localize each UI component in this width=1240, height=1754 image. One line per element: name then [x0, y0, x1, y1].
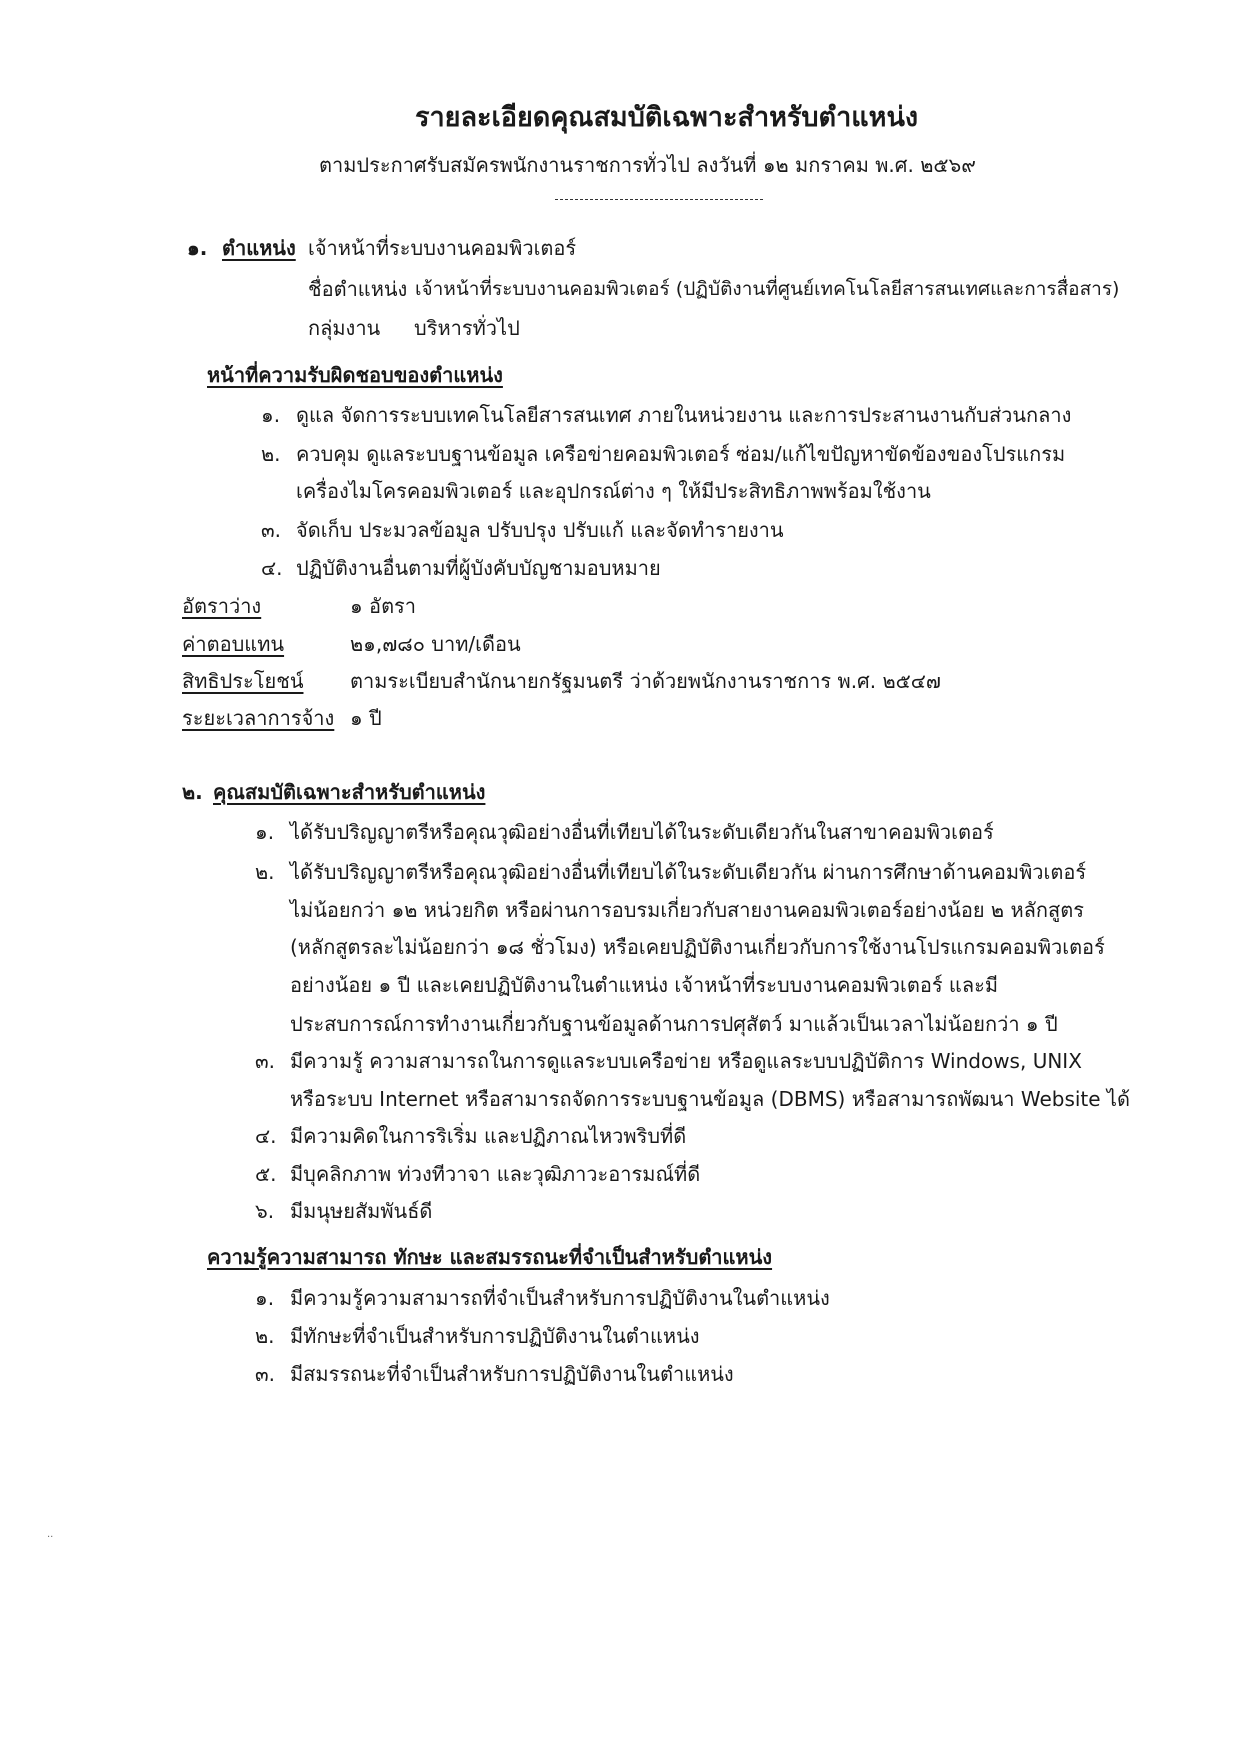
group-value: บริหารทั่วไป [414, 316, 520, 340]
qualification-line: อย่างน้อย ๑ ปี และเคยปฏิบัติงานในตำแหน่ง เจ้าหน้าที่ระบบงานคอมพิวเตอร์ และมี [290, 973, 999, 997]
position-name: เจ้าหน้าที่ระบบงานคอมพิวเตอร์ [308, 236, 577, 260]
qualification-line: ประสบการณ์การทำงานเกี่ยวกับฐานข้อมูลด้านการปศุสัตว์ มาแล้วเป็นเวลาไม่น้อยกว่า ๑ ปี [290, 1012, 1058, 1036]
separator-line [555, 199, 763, 200]
qualification-number: ๖. [255, 1199, 275, 1223]
info-label-benefits: สิทธิประโยชน์ [182, 669, 304, 693]
qualification-line: มีความคิดในการริเริ่ม และปฏิภาณไหวพริบที่ดี [290, 1124, 687, 1148]
duty-line: เครื่องไมโครคอมพิวเตอร์ และอุปกรณ์ต่าง ๆ ให้มีประสิทธิภาพพร้อมใช้งาน [296, 479, 931, 503]
info-value-vacancies: ๑ อัตรา [350, 594, 417, 618]
duty-line: จัดเก็บ ประมวลข้อมูล ปรับปรุง ปรับแก้ และจัดทำรายงาน [296, 518, 784, 542]
document-subtitle: ตามประกาศรับสมัครพนักงานราชการทั่วไป ลงวันที่ ๑๒ มกราคม พ.ศ. ๒๕๖๙ [319, 153, 976, 177]
duty-number: ๒. [261, 442, 281, 466]
qualification-number: ๕. [255, 1162, 277, 1186]
duty-number: ๓. [261, 518, 282, 542]
duty-line: ดูแล จัดการระบบเทคโนโลยีสารสนเทศ ภายในหน่วยงาน และการประสานงานกับส่วนกลาง [296, 403, 1072, 427]
qualification-line: มีมนุษยสัมพันธ์ดี [290, 1199, 433, 1223]
info-value-benefits: ตามระเบียบสำนักนายกรัฐมนตรี ว่าด้วยพนักงานราชการ พ.ศ. ๒๕๔๗ [350, 669, 941, 693]
duty-line: ปฏิบัติงานอื่นตามที่ผู้บังคับบัญชามอบหมาย [296, 556, 661, 580]
skill-line: มีความรู้ความสามารถที่จำเป็นสำหรับการปฏิบัติงานในตำแหน่ง [290, 1286, 830, 1310]
skill-line: มีทักษะที่จำเป็นสำหรับการปฏิบัติงานในตำแหน่ง [290, 1324, 700, 1348]
info-value-duration: ๑ ปี [350, 706, 382, 730]
qualification-line: ได้รับปริญญาตรีหรือคุณวุฒิอย่างอื่นที่เทียบได้ในระดับเดียวกันในสาขาคอมพิวเตอร์ [290, 820, 994, 844]
qualification-number: ๒. [255, 860, 275, 884]
info-label-vacancies: อัตราว่าง [182, 594, 262, 618]
duty-number: ๑. [261, 403, 281, 427]
section2-number: ๒. [182, 780, 203, 804]
qualification-number: ๑. [255, 820, 275, 844]
skill-number: ๓. [255, 1362, 276, 1386]
qualification-line: (หลักสูตรละไม่น้อยกว่า ๑๘ ชั่วโมง) หรือเคยปฏิบัติงานเกี่ยวกับการใช้งานโปรแกรมคอมพิวเตอร์ [290, 935, 1105, 959]
skill-line: มีสมรรถนะที่จำเป็นสำหรับการปฏิบัติงานในตำแหน่ง [290, 1362, 734, 1386]
qualification-line: ได้รับปริญญาตรีหรือคุณวุฒิอย่างอื่นที่เทียบได้ในระดับเดียวกัน ผ่านการศึกษาด้านคอมพิวเตอร์ [290, 860, 1087, 884]
qualification-number: ๓. [255, 1049, 276, 1073]
duties-heading: หน้าที่ความรับผิดชอบของตำแหน่ง [207, 363, 503, 387]
skill-number: ๒. [255, 1324, 275, 1348]
document-title: รายละเอียดคุณสมบัติเฉพาะสำหรับตำแหน่ง [415, 102, 919, 133]
duty-line: ควบคุม ดูแลระบบฐานข้อมูล เครือข่ายคอมพิวเตอร์ ซ่อม/แก้ไขปัญหาขัดข้องของโปรแกรม [296, 442, 1066, 466]
full-title-value: เจ้าหน้าที่ระบบงานคอมพิวเตอร์ (ปฏิบัติงานที่ศูนย์เทคโนโลยีสารสนเทศและการสื่อสาร) [415, 278, 1120, 300]
qualification-line: มีความรู้ ความสามารถในการดูแลระบบเครือข่าย หรือดูแลระบบปฏิบัติการ Windows, UNIX [290, 1049, 1082, 1073]
info-value-compensation: ๒๑,๗๘๐ บาท/เดือน [350, 632, 521, 656]
qualification-number: ๔. [255, 1124, 277, 1148]
info-label-compensation: ค่าตอบแทน [182, 632, 285, 656]
qualification-line: หรือระบบ Internet หรือสามารถจัดการระบบฐานข้อมูล (DBMS) หรือสามารถพัฒนา Website ได้ [290, 1087, 1130, 1111]
section1-heading: ตำแหน่ง [222, 236, 296, 260]
section1-number: ๑. [187, 236, 208, 260]
group-label: กลุ่มงาน [308, 316, 381, 340]
duty-number: ๔. [261, 556, 283, 580]
qualification-line: ไม่น้อยกว่า ๑๒ หน่วยกิต หรือผ่านการอบรมเกี่ยวกับสายงานคอมพิวเตอร์อย่างน้อย ๒ หลักสูตร [290, 898, 1084, 922]
scan-speck: ·· [47, 1532, 54, 1543]
skill-number: ๑. [255, 1286, 275, 1310]
qualification-line: มีบุคลิกภาพ ท่วงทีวาจา และวุฒิภาวะอารมณ์ที่ดี [290, 1162, 701, 1186]
skills-heading: ความรู้ความสามารถ ทักษะ และสมรรถนะที่จำเป็นสำหรับตำแหน่ง [207, 1245, 773, 1269]
section2-heading: คุณสมบัติเฉพาะสำหรับตำแหน่ง [213, 780, 486, 804]
info-label-duration: ระยะเวลาการจ้าง [182, 706, 335, 730]
full-title-label: ชื่อตำแหน่ง [308, 277, 408, 301]
